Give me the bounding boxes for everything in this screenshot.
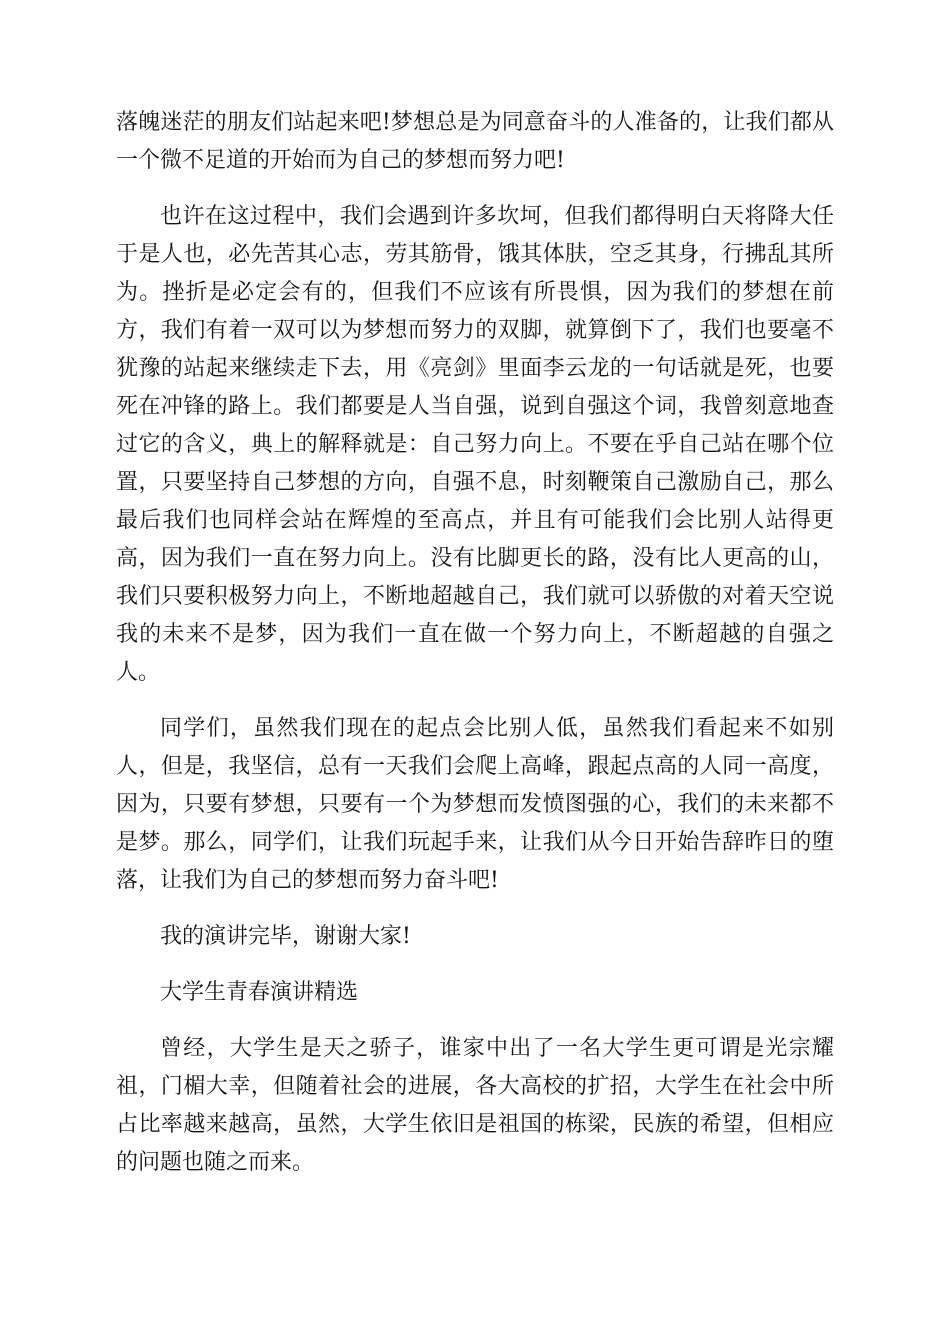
paragraph-classmates: 同学们，虽然我们现在的起点会比别人低，虽然我们看起来不如别人，但是，我坚信，总有一天我们会爬上高峰，跟起点高的人同一高度，因为，只要有梦想，只要有一个为梦想而发愤图强的心，我们的未来都不是梦。那么，同学们，让我们玩起手来，让我们从今日开始告辞昨日的堕落，让我们为自己的梦想而努力奋斗吧! [116,716,834,893]
paragraph-perseverance: 也许在这过程中，我们会遇到许多坎坷，但我们都得明白天将降大任于是人也，必先苦其心志，劳其筋骨，饿其体肤，空乏其身，行拂乱其所为。挫折是必定会有的，但我们不应该有所畏惧，因为我们的梦想在前方，我们有着一双可以为梦想而努力的双脚，就算倒下了，我们也要毫不犹豫的站起来继续走下去，用《亮剑》里面李云龙的一句话就是死，也要死在冲锋的路上。我们都要是人当自强，说到自强这个词，我曾刻意地查过它的含义，典上的解释就是：自己努力向上。不要在乎自己站在哪个位置，只要坚持自己梦想的方向，自强不息，时刻鞭策自己激励自己，那么最后我们也同样会站在辉煌的至高点，并且有可能我们会比别人站得更高，因为我们一直在努力向上。没有比脚更长的路，没有比人更高的山，我们只要积极努力向上，不断地超越自己，我们就可以骄傲的对着天空说我的未来不是梦，因为我们一直在做一个努力向上，不断超越的自强之人。 [116,204,834,685]
paragraph-university-students: 曾经，大学生是天之骄子，谁家中出了一名大学生更可谓是光宗耀祖，门楣大幸，但随着社会的进展，各大高校的扩招，大学生在社会中所占比率越来越高，虽然，大学生依旧是祖国的栋梁，民族的希望，但相应的问题也随之而来。 [116,1036,834,1175]
paragraph-closing: 我的演讲完毕，谢谢大家! [160,924,411,949]
section-heading: 大学生青春演讲精选 [160,980,359,1005]
document-page [116,104,834,1200]
paragraph-continuation: 落魄迷茫的朋友们站起来吧!梦想总是为同意奋斗的人准备的，让我们都从一个微不足道的开始而为自己的梦想而努力吧! [116,110,834,173]
